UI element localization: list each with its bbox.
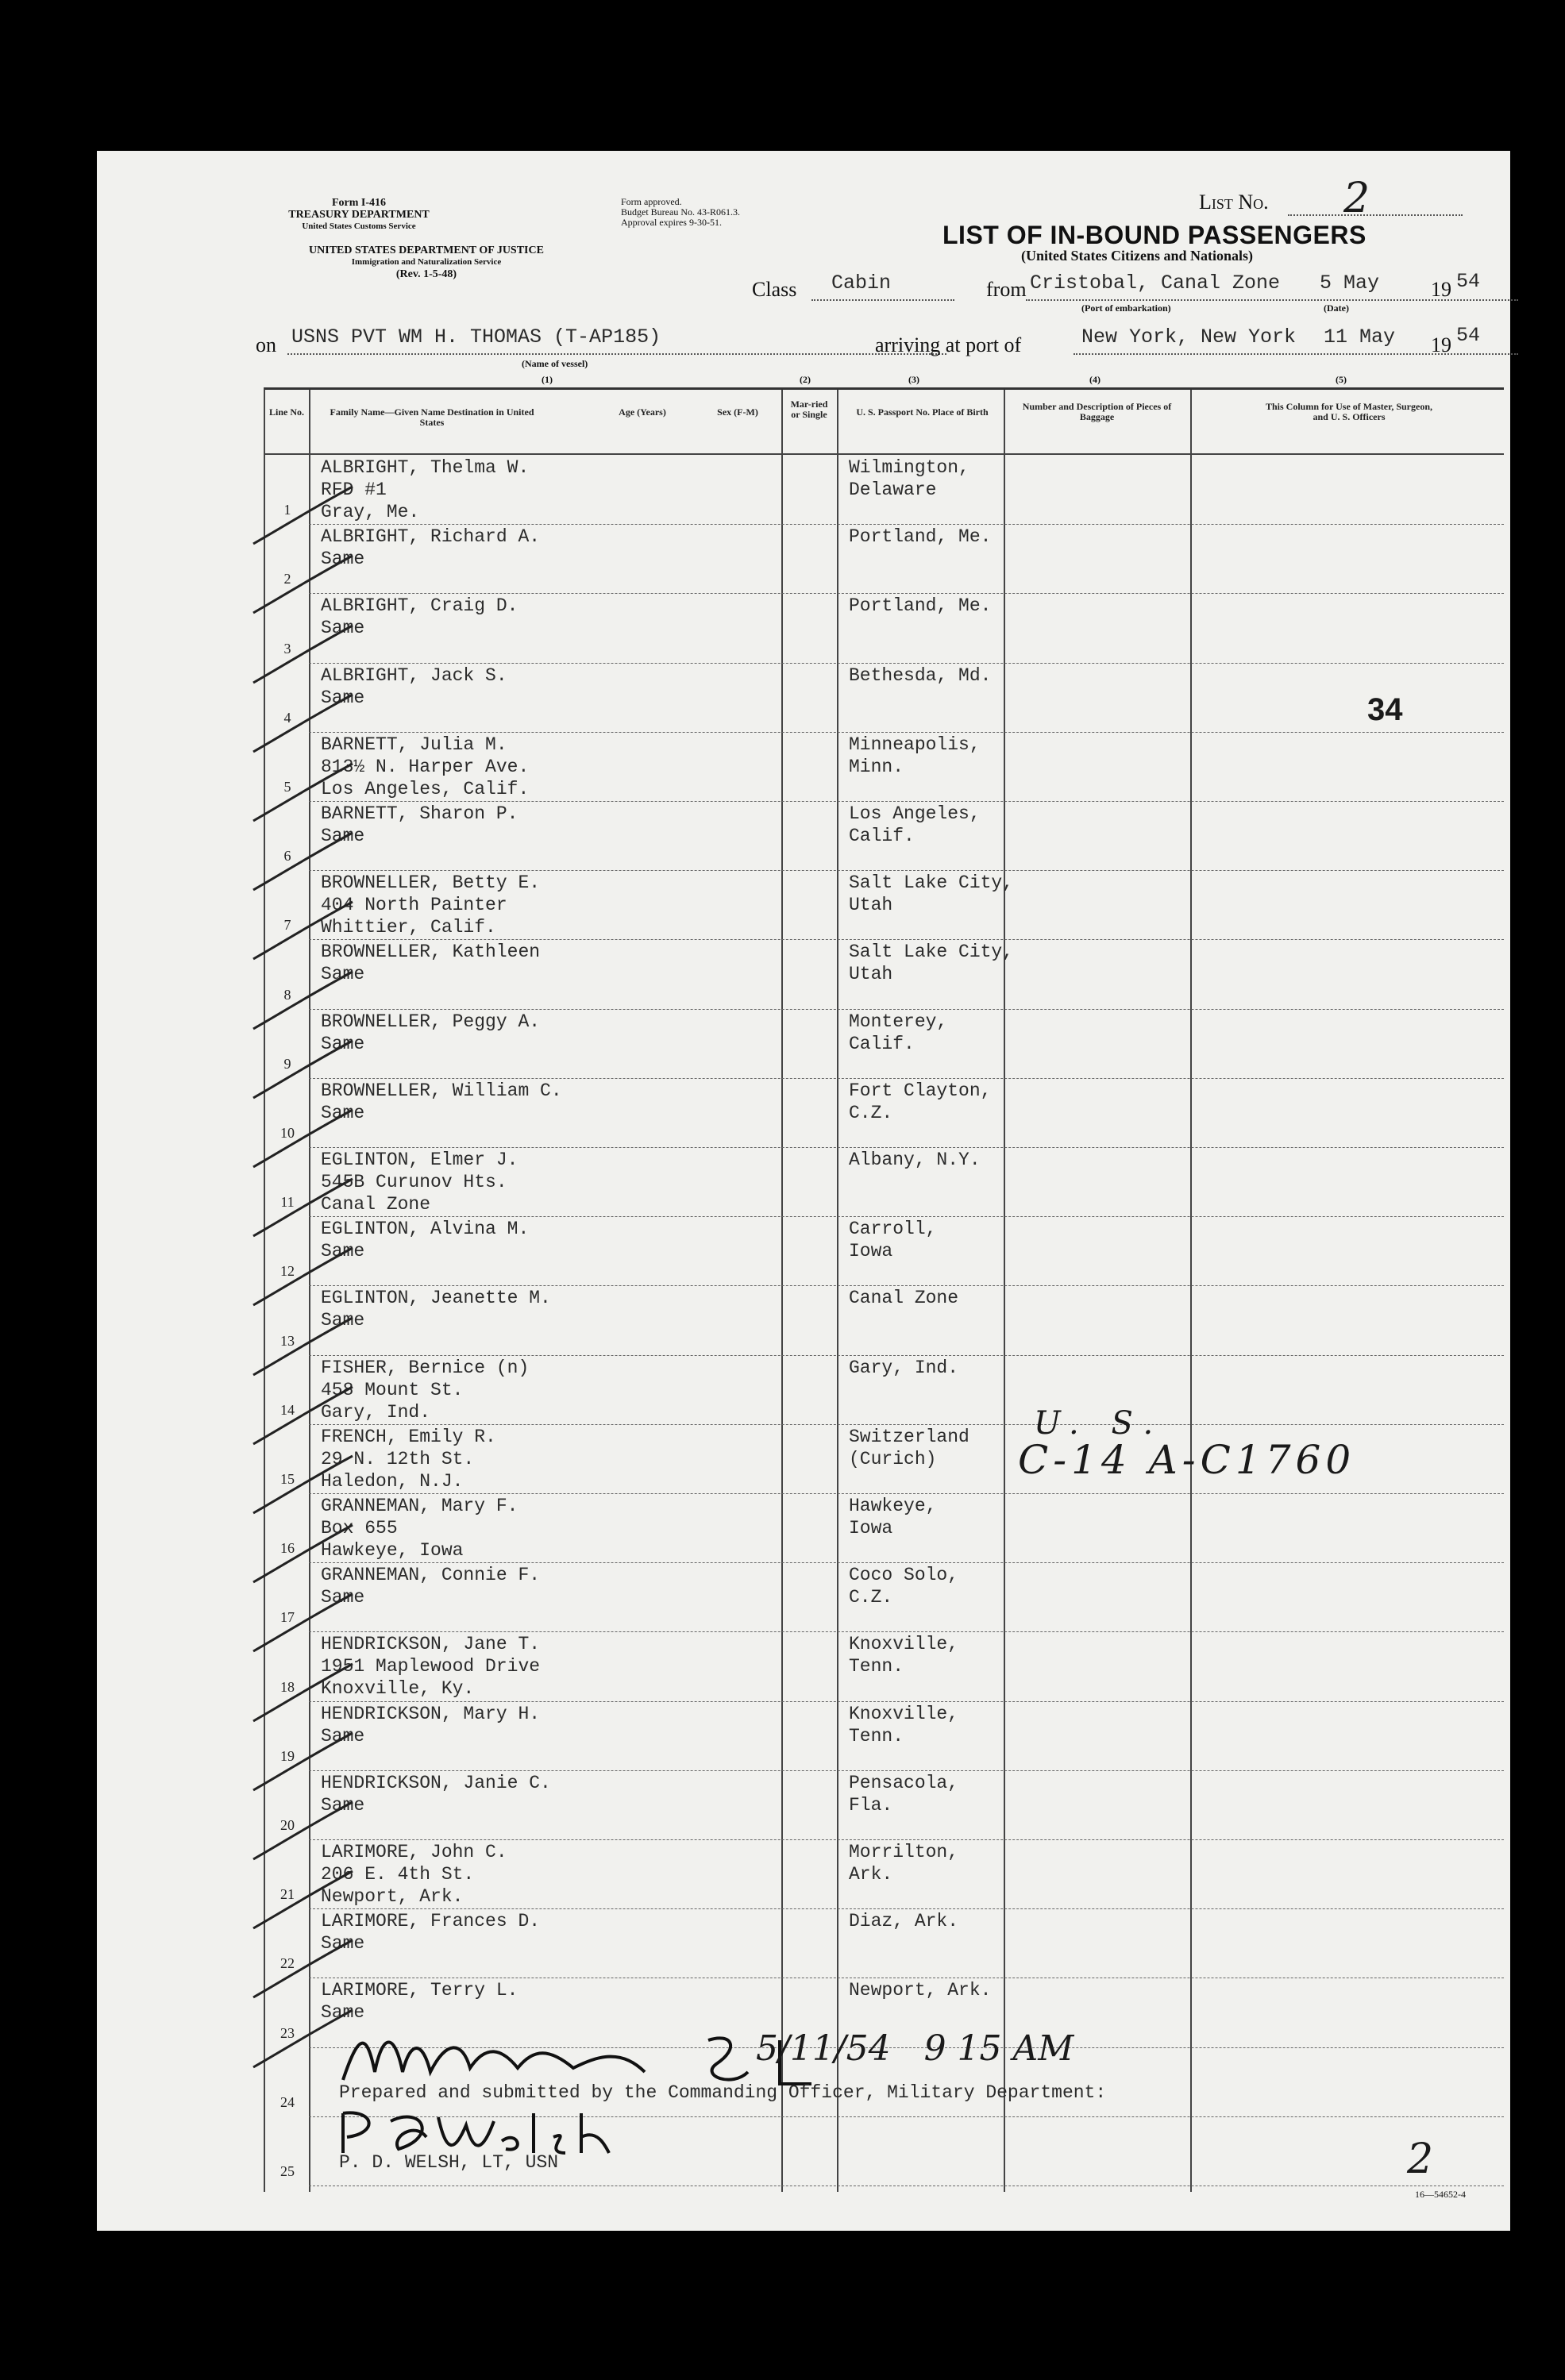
place-of-birth: Hawkeye, Iowa	[849, 1496, 937, 1539]
place-of-birth: Salt Lake City, Utah	[849, 942, 1014, 985]
table-row	[265, 663, 1504, 732]
table-row	[265, 1216, 1504, 1285]
line-number: 5	[283, 778, 291, 795]
passenger-name-destination: ALBRIGHT, Thelma W. RFD #1 Gray, Me.	[321, 457, 530, 522]
port-caption: (Port of embarkation)	[1081, 302, 1171, 314]
line-number: 19	[280, 1747, 295, 1764]
place-of-birth: Wilmington, Delaware	[849, 457, 969, 500]
passenger-name-destination: BROWNELLER, Kathleen Same	[321, 942, 541, 985]
from-label: from	[986, 278, 1027, 301]
passenger-name-destination: FRENCH, Emily R. 29 N. 12th St. Haledon, N.J.	[321, 1426, 496, 1492]
passenger-name-destination: EGLINTON, Jeanette M. Same	[321, 1288, 551, 1331]
revision: (Rev. 1-5-48)	[395, 268, 457, 280]
passenger-name-destination: LARIMORE, John C. 206 E. 4th St. Newport, Ark.	[321, 1842, 507, 1907]
passenger-name-destination: EGLINTON, Elmer J. 545B Curunov Hts. Canal Zone	[321, 1150, 518, 1215]
place-of-birth: Knoxville, Tenn.	[849, 1634, 959, 1677]
line-number: 2	[283, 571, 291, 587]
vessel-name: USNS PVT WM H. THOMAS (T-AP185)	[291, 325, 661, 349]
manifest-sheet	[97, 151, 1510, 2231]
col-num: (1)	[542, 374, 553, 385]
form-agency-block	[248, 197, 470, 233]
table-row	[265, 870, 1504, 939]
from-date: 5 May	[1320, 272, 1380, 295]
line-number: 21	[280, 1886, 295, 1903]
list-no-label: List No.	[1199, 191, 1269, 214]
place-of-birth: Albany, N.Y.	[849, 1150, 981, 1170]
col-header-passport: U. S. Passport No. Place of Birth	[856, 406, 989, 418]
approval-block	[621, 197, 827, 228]
line-number: 7	[283, 917, 291, 934]
table-row	[265, 1631, 1504, 1700]
prepared-by-text: Prepared and submitted by the Commanding Officer, Military Department:	[339, 2082, 1107, 2103]
table-row	[265, 524, 1504, 593]
line-number: 11	[280, 1194, 295, 1211]
table-row	[265, 455, 1504, 524]
class-value: Cabin	[831, 272, 892, 295]
from-year: 54	[1456, 270, 1481, 293]
passenger-name-destination: ALBRIGHT, Richard A. Same	[321, 526, 541, 570]
table-row	[265, 1701, 1504, 1770]
place-of-birth: Diaz, Ark.	[849, 1911, 959, 1932]
arriving-date: 11 May	[1324, 325, 1396, 349]
table-row	[265, 1009, 1504, 1078]
col-num: (3)	[908, 374, 919, 385]
year-prefix: 19	[1431, 278, 1451, 301]
tally-mark: 34	[1367, 692, 1403, 727]
col-header-name: Family Name—Given Name Destination in United States	[330, 406, 534, 428]
line-number: 16	[280, 1540, 295, 1557]
line-number: 25	[280, 2162, 295, 2179]
arriving-port: New York, New York	[1081, 325, 1297, 349]
line-number: 20	[280, 1816, 295, 1833]
col-header-married: Mar-ried or Single	[790, 399, 828, 420]
class-label: Class	[752, 278, 797, 301]
table-row	[265, 1908, 1504, 1978]
passenger-name-destination: BROWNELLER, Peggy A. Same	[321, 1011, 541, 1054]
page-subtitle: (United States Citizens and Nationals)	[1020, 248, 1253, 264]
passenger-name-destination: GRANNEMAN, Connie F. Same	[321, 1565, 541, 1608]
passenger-name-destination: HENDRICKSON, Mary H. Same	[321, 1703, 541, 1746]
line-number: 3	[283, 640, 291, 657]
col-num: (5)	[1336, 374, 1347, 385]
place-of-birth: Carroll, Iowa	[849, 1219, 937, 1262]
place-of-birth: Switzerland (Curich)	[849, 1426, 969, 1469]
line-number: 10	[280, 1124, 295, 1141]
passenger-name-destination: FISHER, Bernice (n) 458 Mount St. Gary, Ind.	[321, 1357, 530, 1423]
year-prefix: 19	[1431, 333, 1451, 356]
arriving-year: 54	[1456, 324, 1481, 347]
table-row	[265, 1493, 1504, 1562]
place-of-birth: Coco Solo, C.Z.	[849, 1565, 959, 1608]
passenger-name-destination: GRANNEMAN, Mary F. Box 655 Hawkeye, Iowa	[321, 1496, 518, 1561]
passenger-table	[264, 387, 1504, 2192]
class-underline	[811, 299, 954, 301]
passenger-name-destination: LARIMORE, Frances D. Same	[321, 1911, 541, 1954]
date-caption: (Date)	[1324, 302, 1349, 314]
place-of-birth: Pensacola, Fla.	[849, 1772, 959, 1816]
from-port: Cristobal, Canal Zone	[1030, 272, 1281, 295]
table-row	[265, 1078, 1504, 1147]
passenger-name-destination: LARIMORE, Terry L. Same	[321, 1980, 518, 2024]
list-no-value: 2	[1343, 175, 1370, 222]
approval-line: Form approved.	[621, 196, 682, 207]
line-number: 6	[283, 848, 291, 865]
justice-block	[252, 245, 601, 280]
table-row	[265, 1285, 1504, 1354]
place-of-birth: Los Angeles, Calif.	[849, 803, 981, 846]
customs-service: United States Customs Service	[302, 221, 416, 231]
passenger-name-destination: BARNETT, Sharon P. Same	[321, 803, 518, 846]
passenger-name-destination: HENDRICKSON, Janie C. Same	[321, 1772, 551, 1816]
line-number: 17	[280, 1609, 295, 1626]
table-row	[265, 801, 1504, 870]
approval-line: Approval expires 9-30-51.	[621, 217, 722, 228]
place-of-birth: Gary, Ind.	[849, 1357, 959, 1378]
inspector-stamp-text: 5/11/54 9 15 AM	[756, 2028, 1074, 2069]
ins-service: Immigration and Naturalization Service	[351, 257, 502, 267]
place-of-birth: Monterey, Calif.	[849, 1011, 948, 1054]
line-number: 18	[280, 1678, 295, 1695]
arriving-underline	[1074, 353, 1518, 355]
col-header-baggage: Number and Description of Pieces of Baggage	[1022, 401, 1172, 422]
place-of-birth: Bethesda, Md.	[849, 664, 992, 686]
line-number: 8	[283, 986, 291, 1003]
place-of-birth: Knoxville, Tenn.	[849, 1703, 959, 1746]
table-row	[265, 1770, 1504, 1839]
line-number: 24	[280, 2093, 295, 2110]
place-of-birth: Minneapolis, Minn.	[849, 734, 981, 777]
place-of-birth: Morrilton, Ark.	[849, 1842, 959, 1885]
vessel-underline	[287, 353, 946, 355]
form-number: Form I-416	[331, 197, 387, 209]
passenger-name-destination: ALBRIGHT, Craig D. Same	[321, 595, 518, 639]
place-of-birth: Salt Lake City, Utah	[849, 872, 1014, 916]
line-number: 9	[283, 1055, 291, 1072]
passenger-name-destination: BARNETT, Julia M. 813½ N. Harper Ave. Los Angeles, Calif.	[321, 734, 530, 799]
line-number: 4	[283, 709, 291, 726]
signer-name: P. D. WELSH, LT, USN	[339, 2152, 559, 2173]
place-of-birth: Portland, Me.	[849, 526, 992, 548]
table-row	[265, 1839, 1504, 1908]
treasury-dept: TREASURY DEPARTMENT	[288, 209, 430, 221]
approval-line: Budget Bureau No. 43-R061.3.	[621, 206, 740, 218]
passenger-name-destination: EGLINTON, Alvina M. Same	[321, 1219, 530, 1262]
justice-dept: UNITED STATES DEPARTMENT OF JUSTICE	[309, 245, 544, 256]
arriving-label: arriving at port of	[875, 333, 1022, 356]
line-number: 1	[283, 502, 291, 518]
baggage-note-code: C-14 A-C1760	[1018, 1437, 1356, 1483]
place-of-birth: Newport, Ark.	[849, 1980, 992, 2001]
table-row	[265, 593, 1504, 662]
place-of-birth: Portland, Me.	[849, 595, 992, 617]
table-row	[265, 1355, 1504, 1424]
passenger-name-destination: BROWNELLER, William C. Same	[321, 1080, 562, 1123]
baggage-note-us: U. S.	[1034, 1405, 1165, 1442]
col-header-line: Line No.	[268, 406, 304, 418]
vessel-caption: (Name of vessel)	[522, 358, 588, 369]
table-row	[265, 732, 1504, 801]
place-of-birth: Fort Clayton, C.Z.	[849, 1080, 992, 1123]
line-number: 12	[280, 1263, 295, 1280]
line-number: 22	[280, 1955, 295, 1972]
footer-code: 16—54652-4	[1415, 2189, 1466, 2200]
line-number: 13	[280, 1332, 295, 1349]
col-header-officers: This Column for Use of Master, Surgeon, and U. S. Officers	[1265, 401, 1432, 422]
page-mark: 2	[1407, 2135, 1434, 2183]
place-of-birth: Canal Zone	[849, 1288, 959, 1309]
passenger-name-destination: BROWNELLER, Betty E. 404 North Painter Whittier, Calif.	[321, 872, 541, 938]
col-num: (4)	[1089, 374, 1101, 385]
table-row	[265, 939, 1504, 1008]
on-label: on	[256, 333, 276, 356]
col-num: (2)	[800, 374, 811, 385]
passenger-name-destination: ALBRIGHT, Jack S. Same	[321, 664, 507, 708]
page-title: LIST OF IN-BOUND PASSENGERS	[942, 221, 1366, 249]
line-number: 23	[280, 2024, 295, 2041]
passenger-name-destination: HENDRICKSON, Jane T. 1951 Maplewood Drive Knoxville, Ky.	[321, 1634, 541, 1700]
col-header-sex: Sex (F-M)	[717, 406, 758, 418]
table-row	[265, 1147, 1504, 1216]
table-row	[265, 1562, 1504, 1631]
col-header-age: Age (Years)	[619, 406, 666, 418]
list-no-underline	[1288, 214, 1463, 216]
line-number: 15	[280, 1470, 295, 1487]
line-number: 14	[280, 1401, 295, 1418]
